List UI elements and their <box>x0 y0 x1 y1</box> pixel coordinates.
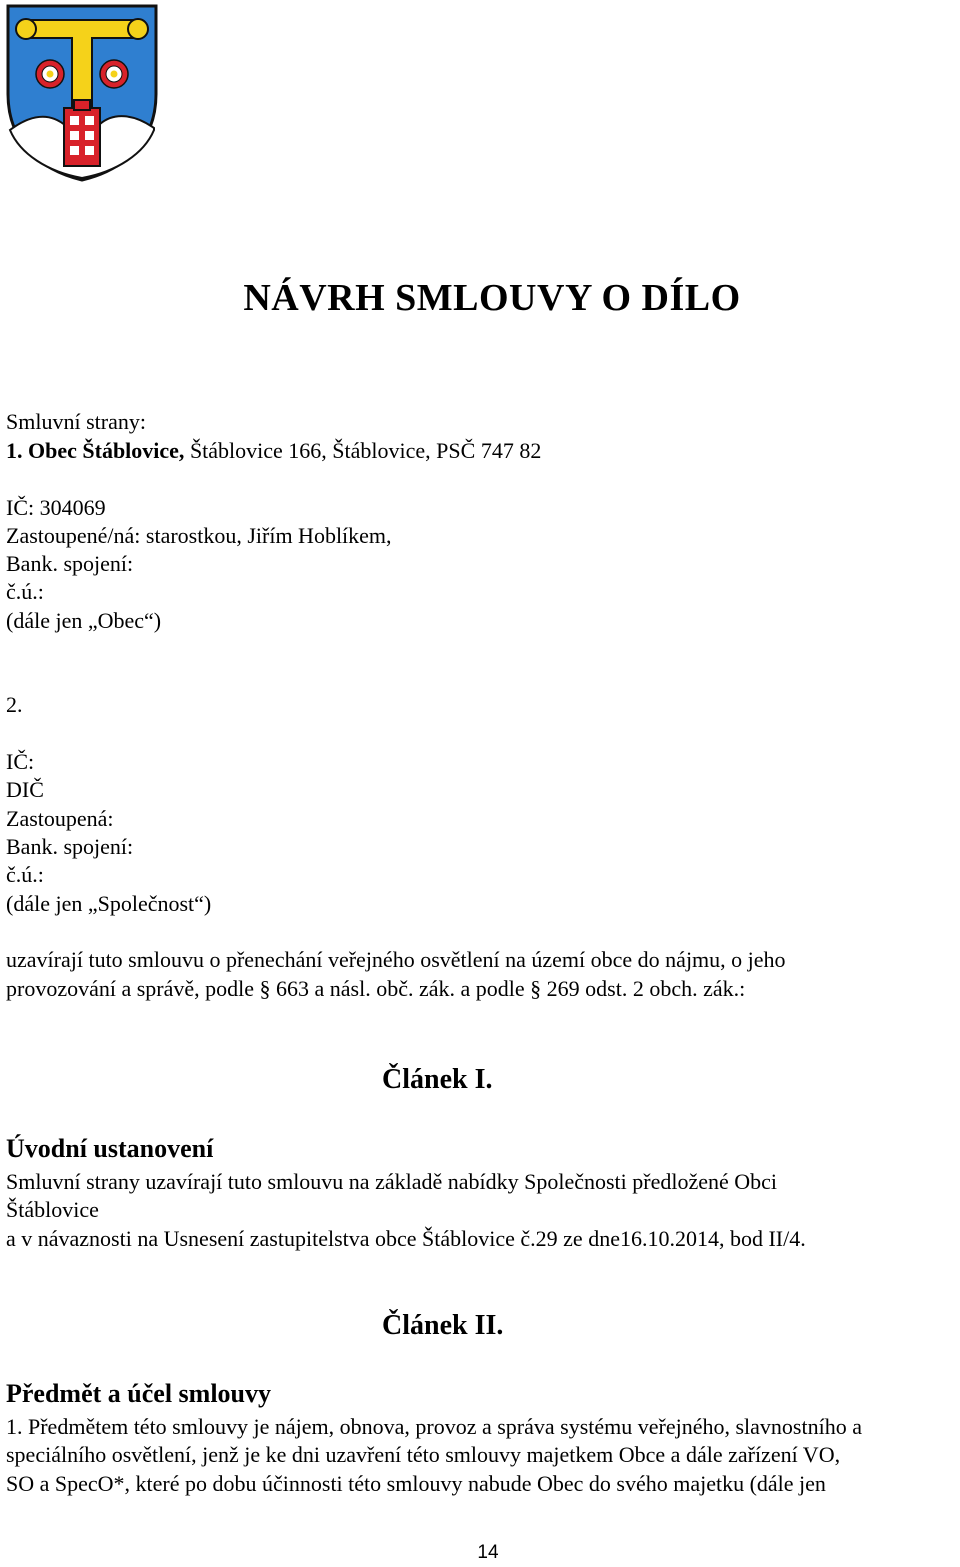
article-1-line-3: a v návaznosti na Usnesení zastupitelstva obce Štáblovice č.29 ze dne16.10.2014, bod II/4. <box>6 1226 806 1251</box>
party2-number: 2. <box>6 692 23 717</box>
party2-alias: (dále jen „Společnost“) <box>6 891 212 916</box>
page-number: 14 <box>477 1542 499 1563</box>
preamble-line-2: provozování a správě, podle § 663 a násl. obč. zák. a podle § 269 odst. 2 obch. zák.: <box>6 976 746 1001</box>
document-title: NÁVRH SMLOUVY O DÍLO <box>243 277 741 319</box>
article-2-label: Článek II. <box>382 1310 504 1341</box>
coat-of-arms-logo <box>4 2 160 182</box>
party1-alias: (dále jen „Obec“) <box>6 608 162 633</box>
party2-account: č.ú.: <box>6 862 44 887</box>
article-2-heading: Předmět a účel smlouvy <box>6 1379 272 1408</box>
article-1-label: Článek I. <box>382 1064 493 1095</box>
party2-dic: DIČ <box>6 777 44 802</box>
preamble-line-1: uzavírají tuto smlouvu o přenechání veřejného osvětlení na území obce do nájmu, o jeho <box>6 947 786 972</box>
party1-number: 1. <box>6 438 23 463</box>
article-2-line-1: 1. Předmětem této smlouvy je nájem, obnova, provoz a správa systému veřejného, slavnostního a <box>6 1414 862 1439</box>
article-1-line-2: Štáblovice <box>6 1197 99 1222</box>
party1-bank: Bank. spojení: <box>6 551 134 576</box>
party1-line <box>6 437 541 465</box>
article-2-line-2: speciálního osvětlení, jenž je ke dni uzavření této smlouvy majetkem Obce a dále zařízení VO, <box>6 1442 841 1467</box>
party1-account: č.ú.: <box>6 579 44 604</box>
party1-represented: Zastoupené/ná: starostkou, Jiřím Hoblíkem, <box>6 523 392 548</box>
party2-represented: Zastoupená: <box>6 806 114 831</box>
party1-name: Obec Štáblovice, <box>28 438 185 463</box>
article-1-heading: Úvodní ustanovení <box>6 1134 214 1163</box>
party2-bank: Bank. spojení: <box>6 834 134 859</box>
party1-ic: IČ: 304069 <box>6 495 106 520</box>
party1-address: Štáblovice 166, Štáblovice, PSČ 747 82 <box>189 438 542 463</box>
parties-intro: Smluvní strany: <box>6 409 146 434</box>
article-2-line-3: SO a SpecO*, které po dobu účinnosti této smlouvy nabude Obec do svého majetku (dále jen <box>6 1471 826 1496</box>
article-1-line-1: Smluvní strany uzavírají tuto smlouvu na základě nabídky Společnosti předložené Obci <box>6 1169 778 1194</box>
party2-ic: IČ: <box>6 749 35 774</box>
